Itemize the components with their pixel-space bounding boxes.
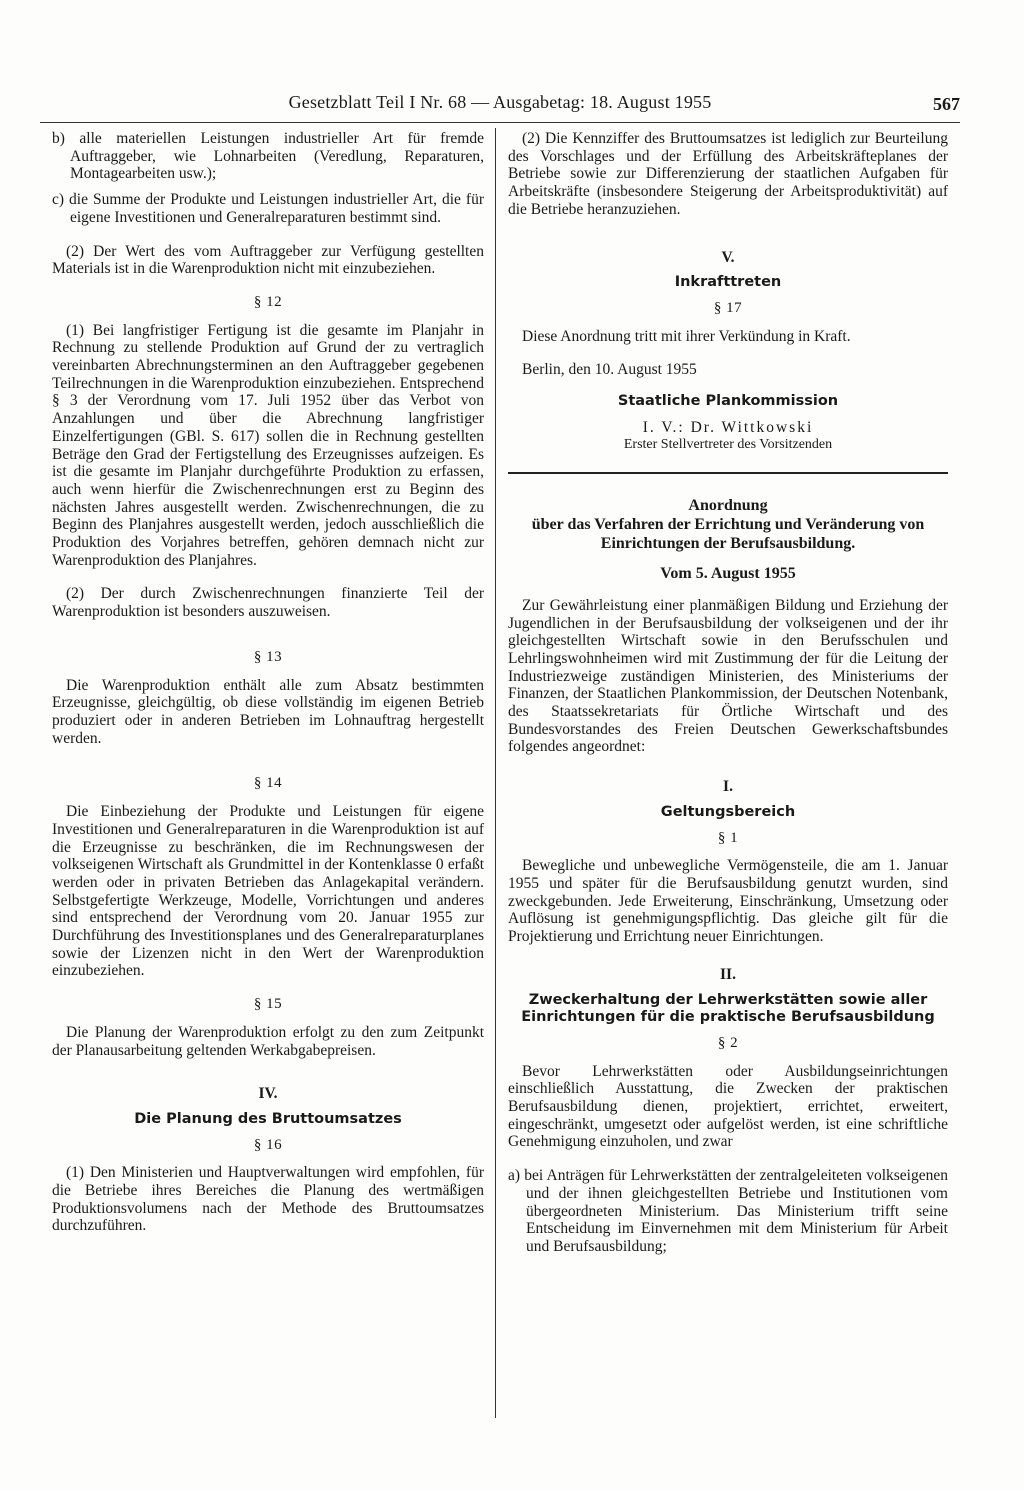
- part-5-title: Inkrafttreten: [674, 274, 782, 291]
- header-title: Gesetzblatt Teil I Nr. 68 — Ausgabetag: 18. August 1955: [288, 92, 712, 112]
- section-17-paragraph: Diese Anordnung tritt mit ihrer Verkündung in Kraft.: [522, 327, 851, 345]
- section-14-title: § 14: [253, 775, 283, 792]
- part-2-number: II.: [720, 965, 736, 983]
- section-16-paragraph-2: (2) Die Kennziffer des Bruttoumsatzes ist lediglich zur Beurteilung des Vorschlages und der Erfüllung des Arbeitskräfteplanes der Betriebe sowie zur Differenzierung der staatlichen Aufgaben für Arbeitskräfte (insbesondere Steigerung der Arbeitsproduktivität) auf die Betriebe heranzuziehen.: [508, 130, 948, 218]
- part-5-number: V.: [721, 248, 735, 266]
- section-12-title: § 12: [253, 293, 283, 310]
- section-13-title: § 13: [253, 648, 283, 665]
- section-16-title: § 16: [253, 1136, 283, 1153]
- section-1-paragraph: Bewegliche und unbewegliche Vermögensteile, die am 1. Januar 1955 und später für die Berufsausbildung genutzt wurden, sind zweckgebunden. Jede Erweiterung, Einschränkung, Umsetzung oder Auflösung ist genehmigungspflichtig. Das gleiche gilt für die Projektierung und Errichtung neuer Einrichtungen.: [508, 857, 948, 946]
- signatory-role: Erster Stellvertreter des Vorsitzenden: [623, 437, 833, 453]
- part-1-title: Geltungsbereich: [660, 803, 796, 820]
- list-item-b: b) alle materiellen Leistungen industrieller Art für fremde Auftraggeber, wie Lohnarbeiten (Veredlung, Reparaturen, Montagearbeiten usw.);: [52, 130, 484, 183]
- signatory: I. V.: Dr. Wittkowski: [642, 418, 814, 436]
- section-14-paragraph: Die Einbeziehung der Produkte und Leistungen für eigene Investitionen und Generalreparaturen in die Warenproduktion ist auf die Erzeugnisse zu beschränken, die im Rechnungswesen der volkseigenen Wirtschaft als Grundmittel in der Kontenklasse 0 erfaßt werden oder in privaten Betrieben das Anlagekapital verändern. Selbstgefertigte Werkzeuge, Modelle, Vorrichtungen und anderes sind entsprechend der Verordnung vom 20. Januar 1955 zur Durchführung des Investitionsplanes und des Generalreparaturplanes sowie der Lizenzen nicht in den Wert der Warenproduktion einzubeziehen.: [52, 803, 484, 980]
- right-column: [508, 130, 948, 1256]
- header-rule: [40, 122, 960, 123]
- section-15-paragraph: Die Planung der Warenproduktion erfolgt zu den zum Zeitpunkt der Planausarbeitung geltenden Werkabgabepreisen.: [52, 1023, 484, 1059]
- section-13-paragraph: Die Warenproduktion enthält alle zum Absatz bestimmten Erzeugnisse, gleichgültig, ob diese vollständig im eigenen Betrieb produziert oder in anderen Betrieben im Lohnauftrag hergestellt werden.: [52, 676, 484, 747]
- part-4-title: Die Planung des Bruttoumsatzes: [134, 1110, 402, 1127]
- list-item-c: c) die Summe der Produkte und Leistungen industrieller Art, die für eigene Investitionen und Generalreparaturen bestimmt sind.: [52, 191, 484, 226]
- part-2-title: Zweckerhaltung der Lehrwerkstätten sowie aller Einrichtungen für die praktische Berufsausbildung: [521, 991, 935, 1026]
- column-divider: [495, 128, 496, 1418]
- section-2-paragraph: Bevor Lehrwerkstätten oder Ausbildungseinrichtungen einschließlich Ausstattung, die Zwecken der praktischen Berufsausbildung dienen, projektiert, errichtet, erweitert, eingeschränkt, umgesetzt oder aufgelöst werden, ist eine schriftliche Genehmigung einzuholen, und zwar: [508, 1062, 948, 1151]
- section-15-title: § 15: [253, 996, 283, 1013]
- section-2-title: § 2: [717, 1034, 739, 1051]
- section-12-paragraph-1: (1) Bei langfristiger Fertigung ist die gesamte im Planjahr in Rechnung zu stellende Produktion auf Grund der zu vertraglich vereinbarten Abrechnungsterminen an den Auftraggeber gegebenen Teilrechnungen in die Warenproduktion einzubeziehen. Entsprechend § 3 der Verordnung vom 17. Juli 1952 über das Verbot von Anzahlungen und über die Abrechnung langfristiger Einzelfertigungen (GBl. S. 617) sollen die in Rechnung gestellten Beträge den Grad der Fertigstellung des Erzeugnisses aufzeigen. Es ist die gesamte im Planjahr durchgeführte Produktion zu erfassen, auch wenn hierfür die Zwischenrechnungen erst zu Beginn des nächsten Jahres ausgestellt werden. Zwischenrechnungen, die zu Beginn des Planjahres ausgestellt werden, jedoch ausschließlich die Produktion des Vorjahres betreffen, gehören demnach nicht zur Warenproduktion des Planjahres.: [52, 321, 484, 569]
- preamble: Zur Gewährleistung einer planmäßigen Bildung und Erziehung der Jugendlichen in der Berufsausbildung der volkseigenen und der ihr gleichgestellten Wirtschaft sowie in den Berufsschulen und Lehrlingswohnheimen wird mit Zustimmung der für die Leitung der Industriezweige zuständigen Ministerien, des Ministeriums der Finanzen, der Staatlichen Plankommission, der Deutschen Notenbank, des Staatssekretariats für Örtliche Wirtschaft und des Bundesvorstandes des Freien Deutschen Gewerkschaftsbundes folgendes angeordnet:: [508, 596, 948, 756]
- page-header: [40, 92, 960, 118]
- part-4-number: IV.: [258, 1085, 278, 1103]
- part-1-number: I.: [723, 778, 733, 796]
- document-subtitle: über das Verfahren der Errichtung und Veränderung von Einrichtungen der Berufsausbildung.: [531, 516, 925, 553]
- section-17-title: § 17: [713, 299, 743, 316]
- section-12-paragraph-2: (2) Der durch Zwischenrechnungen finanzierte Teil der Warenproduktion ist besonders auszuweisen.: [52, 585, 484, 621]
- section-1-title: § 1: [717, 829, 739, 846]
- place-date: Berlin, den 10. August 1955: [522, 361, 697, 379]
- left-column: [52, 130, 484, 1235]
- page-number: 567: [933, 94, 960, 114]
- document-date: Vom 5. August 1955: [660, 565, 796, 583]
- issuing-authority: Staatliche Plankommission: [617, 393, 839, 410]
- document-title: Anordnung: [688, 497, 768, 515]
- paragraph-material: (2) Der Wert des vom Auftraggeber zur Verfügung gestellten Materials ist in die Warenproduktion nicht mit einzubeziehen.: [52, 242, 484, 278]
- section-divider: [508, 472, 948, 474]
- section-16-paragraph-1: (1) Den Ministerien und Hauptverwaltungen wird empfohlen, für die Betriebe ihres Bereiches die Planung des wertmäßigen Produktionsvolumens nach der Methode des Bruttoumsatzes durchzuführen.: [52, 1164, 484, 1235]
- section-2-item-a: a) bei Anträgen für Lehrwerkstätten der zentralgeleiteten volkseigenen und der ihnen gleichgestellten Betriebe und Institutionen vom übergeordneten Ministerium. Das Ministerium trifft seine Entscheidung im Einvernehmen mit dem Ministerium für Arbeit und Berufsausbildung;: [508, 1167, 948, 1255]
